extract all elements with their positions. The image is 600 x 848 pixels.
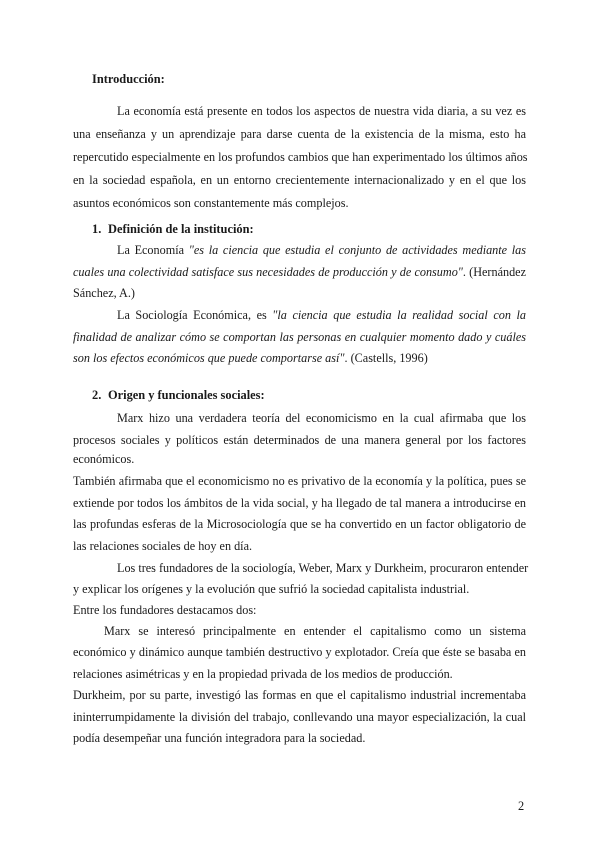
section2-line-3: económicos. — [73, 452, 135, 466]
intro-line-5: asuntos económicos son constantemente más complejos. — [73, 196, 349, 210]
intro-line-3: repercutido especialmente en los profundos cambios que han experimentado los últimos años — [73, 150, 528, 164]
section2-line-12: económico y dinámico aunque también destructivo y explotador. Creía que éste se basaba en — [73, 645, 526, 659]
section2-line-4: También afirmaba que el economicismo no es privativo de la economía y la política, pues se — [73, 474, 526, 488]
section2-line-15: ininterrumpidamente la división del trabajo, conllevando una mayor especialización, la cual — [73, 710, 526, 724]
intro-line-1: La economía está presente en todos los aspectos de nuestra vida diaria, a su vez es — [117, 104, 526, 118]
section2-line-16: podía desempeñar una función integradora para la sociedad. — [73, 731, 366, 745]
section1-number: 1. — [92, 222, 102, 236]
section2-line-9: y explicar los orígenes y la evolución que sufrió la sociedad capitalista industrial. — [73, 582, 470, 596]
section2-line-6: las profundas esferas de la Microsociología que se ha convertido en un factor obligatorio de — [73, 517, 526, 531]
section2-line-13: relaciones asimétricas y en la propiedad privada de los medios de producción. — [73, 667, 453, 681]
section2-line-2: procesos sociales y políticos están determinados de una manera general por los factores — [73, 433, 526, 447]
page-number: 2 — [518, 799, 525, 813]
section2-heading: Origen y funcionales sociales: — [108, 388, 265, 402]
s1p2-l3-suffix: . (Castells, 1996) — [344, 351, 428, 365]
s1p1-l2-quote: cuales una colectividad satisface sus necesidades de producción y de consumo" — [73, 265, 463, 279]
s1p2-l1-quote: "la ciencia que estudia la realidad social con la — [272, 308, 526, 322]
section2-line-1: Marx hizo una verdadera teoría del economicismo en la cual afirmaba que los — [117, 411, 526, 425]
section2-line-7: las relaciones sociales de hoy en día. — [73, 539, 253, 553]
section2-line-11: Marx se interesó principalmente en entender el capitalismo como un sistema — [104, 624, 526, 638]
section2-line-8: Los tres fundadores de la sociología, Weber, Marx y Durkheim, procuraron entender — [117, 561, 529, 575]
s1p1-l1-prefix: La Economía — [117, 243, 189, 257]
section1-p2-line-3 — [73, 351, 428, 366]
s1p1-l1-quote: "es la ciencia que estudia el conjunto de actividades mediante las — [188, 243, 527, 257]
intro-heading: Introducción: — [92, 72, 165, 86]
section1-p1-line-1 — [117, 243, 526, 258]
section2-number: 2. — [92, 388, 102, 402]
section1-p1-line-3: Sánchez, A.) — [73, 286, 135, 300]
section2-line-10: Entre los fundadores destacamos dos: — [73, 603, 257, 617]
section1-heading: Definición de la institución: — [108, 222, 254, 236]
s1p2-l3-quote: son los efectos económicos que puede comportarse así" — [73, 351, 345, 365]
section1-p2-line-1 — [117, 308, 526, 323]
section1-p1-line-2 — [73, 265, 526, 280]
intro-line-4: en la sociedad española, en un entorno crecientemente internacionalizado y en el que los — [73, 173, 526, 187]
section1-p2-line-2: finalidad de analizar cómo se comportan las personas en cualquier momento dado y cuáles — [73, 330, 526, 344]
s1p2-l1-prefix: La Sociología Económica, es — [117, 308, 273, 322]
intro-line-2: una enseñanza y un aprendizaje para darse cuenta de la existencia de la misma, esto ha — [73, 127, 526, 141]
s1p1-l2-suffix: . (Hernández — [462, 265, 526, 279]
section2-line-14: Durkheim, por su parte, investigó las formas en que el capitalismo industrial incrementaba — [73, 688, 526, 702]
section2-line-5: extiende por todos los ámbitos de la vida social, y ha llegado de tal manera a introducirse en — [73, 496, 526, 510]
